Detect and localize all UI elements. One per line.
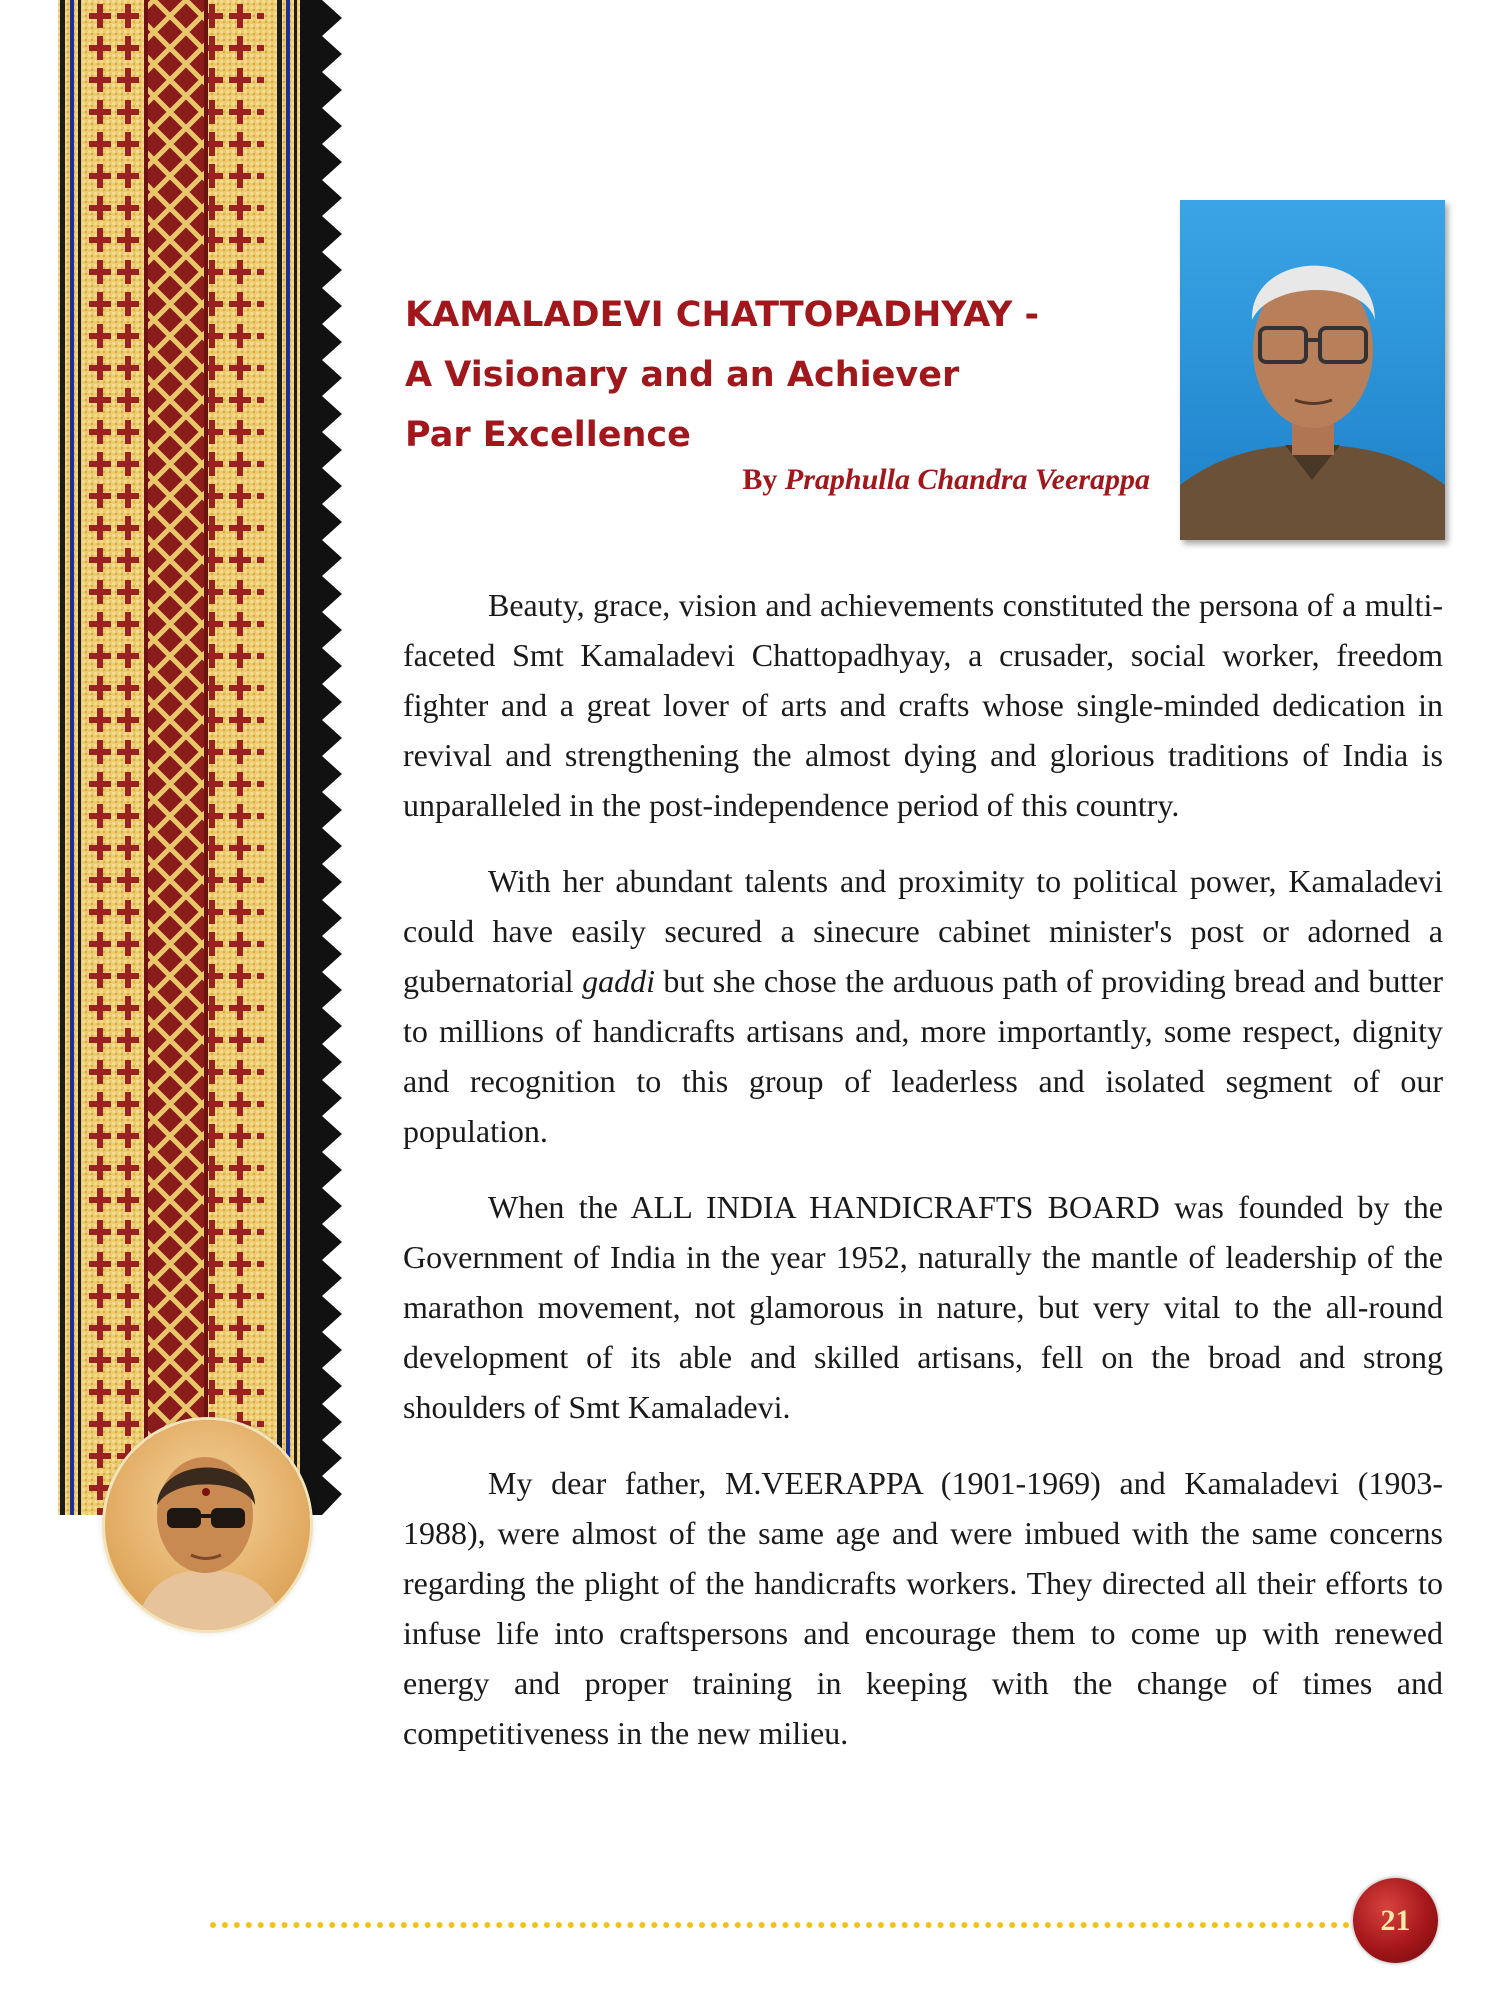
author-name: Praphulla Chandra Veerappa [784,463,1150,496]
page-number: 21 [1380,1903,1411,1937]
paragraph-1-text: Beauty, grace, vision and achievements constituted the persona of a multi-faceted Smt Kamaladevi Chattopadhyay, a crusader, social worker, freedom fighter and a great lover of arts and crafts whose single-minded dedication in revival and strengthening the almost dying and glorious traditions of India is unparalleled in the post-independence period of this country. [403,587,1443,823]
byline [742,463,1150,497]
paragraph-2 [403,856,1443,1156]
paragraph-2-text-a: With her abundant talents and proximity to political power, Kamaladevi could have easily secured a sinecure cabinet minister's post or adorned a gubernatorial [403,863,1443,999]
title-line-1: KAMALADEVI CHATTOPADHYAY - [405,295,1040,335]
paragraph-3-text: When the ALL INDIA HANDICRAFTS BOARD was founded by the Government of India in the year 1952, naturally the mantle of leadership of the marathon movement, not glamorous in nature, but very vital to the all-round development of its able and skilled artisans, fell on the broad and strong shoulders of Smt Kamaladevi. [403,1189,1443,1425]
portrait-illustration [105,1420,310,1630]
title-line-3: Par Excellence [405,415,691,455]
paragraph-4 [403,1458,1443,1758]
paragraph-2-emphasis: gaddi [582,963,655,999]
textile-pattern [58,0,358,1515]
footer-dotted-rule [210,1922,1350,1928]
article-body [403,580,1443,1784]
title-line-2: A Visionary and an Achiever [405,355,960,395]
author-photo-illustration [1180,200,1445,540]
decorative-textile-border [58,0,358,1515]
paragraph-2-text-b: but she chose the arduous path of providing bread and butter to millions of handicrafts artisans and, more importantly, some respect, dignity and recognition to this group of leaderless and isolated segment of our population. [403,963,1444,1149]
page-number-badge [1353,1878,1438,1963]
kamaladevi-portrait [105,1420,310,1630]
paragraph-3 [403,1182,1443,1432]
paragraph-4-text: My dear father, M.VEERAPPA (1901-1969) and Kamaladevi (1903-1988), were almost of the same age and were imbued with the same concerns regarding the plight of the handicrafts workers. They directed all their efforts to infuse life into craftspersons and encourage them to come up with renewed energy and proper training in keeping with the change of times and competitiveness in the new milieu. [403,1465,1443,1751]
author-photo [1180,200,1445,540]
paragraph-1 [403,580,1443,830]
article-title [405,285,1125,465]
byline-prefix: By [742,463,778,496]
